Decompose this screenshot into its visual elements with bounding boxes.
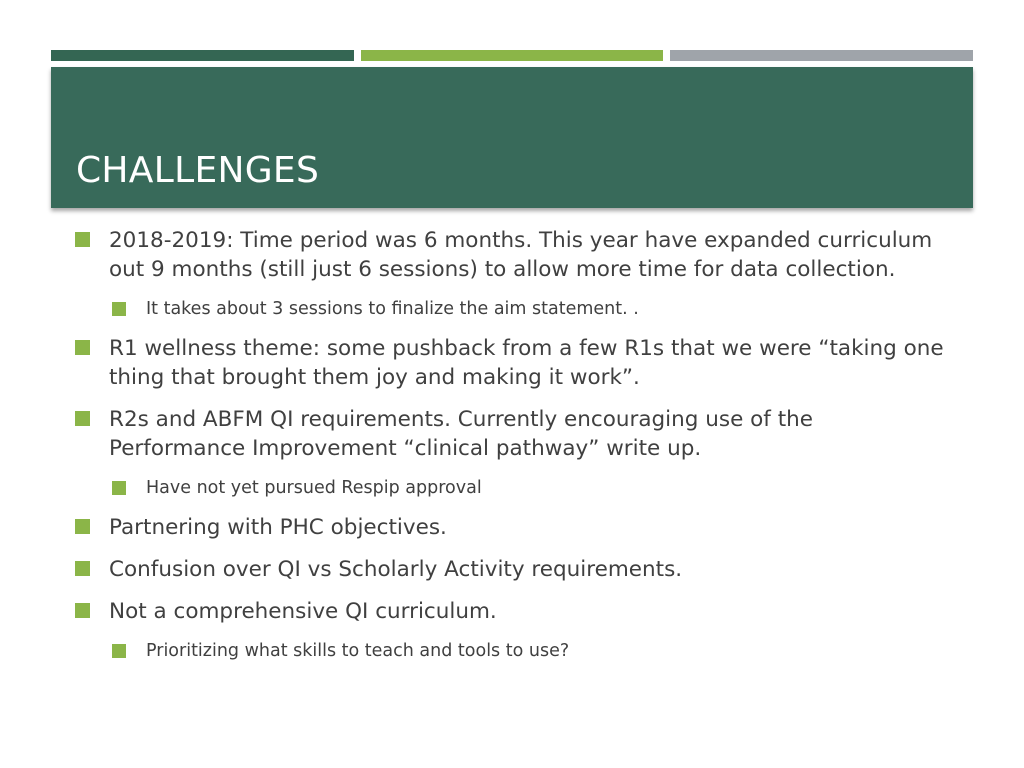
slide-title: CHALLENGES (76, 150, 320, 191)
square-bullet-icon (75, 603, 90, 618)
bullet-item (74, 405, 954, 463)
sub-bullet-text: Have not yet pursued Respip approval (146, 478, 482, 498)
sub-bullet-text: It takes about 3 sessions to finalize the aim statement. . (146, 299, 639, 319)
square-bullet-icon (75, 232, 90, 247)
bullet-list (74, 226, 954, 676)
square-bullet-icon (112, 644, 126, 658)
accent-bar-gray (670, 50, 973, 61)
square-bullet-icon (75, 340, 90, 355)
accent-bar-dark-green (51, 50, 354, 61)
square-bullet-icon (75, 519, 90, 534)
sub-bullet-item (74, 639, 954, 663)
bullet-text: Partnering with PHC objectives. (109, 515, 447, 540)
bullet-text: R1 wellness theme: some pushback from a few R1s that we were “taking one thing that brought them joy and making it work”. (109, 336, 944, 390)
bullet-text: 2018-2019: Time period was 6 months. This year have expanded curriculum out 9 months (still just 6 sessions) to allow more time for data collection. (109, 228, 933, 282)
title-band (51, 67, 973, 208)
bullet-item (74, 597, 954, 626)
bullet-text: Confusion over QI vs Scholarly Activity requirements. (109, 557, 683, 582)
square-bullet-icon (112, 481, 126, 495)
sub-bullet-item (74, 476, 954, 500)
bullet-text: R2s and ABFM QI requirements. Currently encouraging use of the Performance Improvement “clinical pathway” write up. (109, 407, 813, 461)
bullet-item (74, 513, 954, 542)
sub-bullet-item (74, 297, 954, 321)
bullet-item (74, 226, 954, 284)
square-bullet-icon (75, 561, 90, 576)
bullet-item (74, 555, 954, 584)
square-bullet-icon (112, 302, 126, 316)
bullet-item (74, 334, 954, 392)
square-bullet-icon (75, 411, 90, 426)
sub-bullet-text: Prioritizing what skills to teach and tools to use? (146, 641, 570, 661)
accent-bar-light-green (361, 50, 663, 61)
bullet-text: Not a comprehensive QI curriculum. (109, 599, 497, 624)
